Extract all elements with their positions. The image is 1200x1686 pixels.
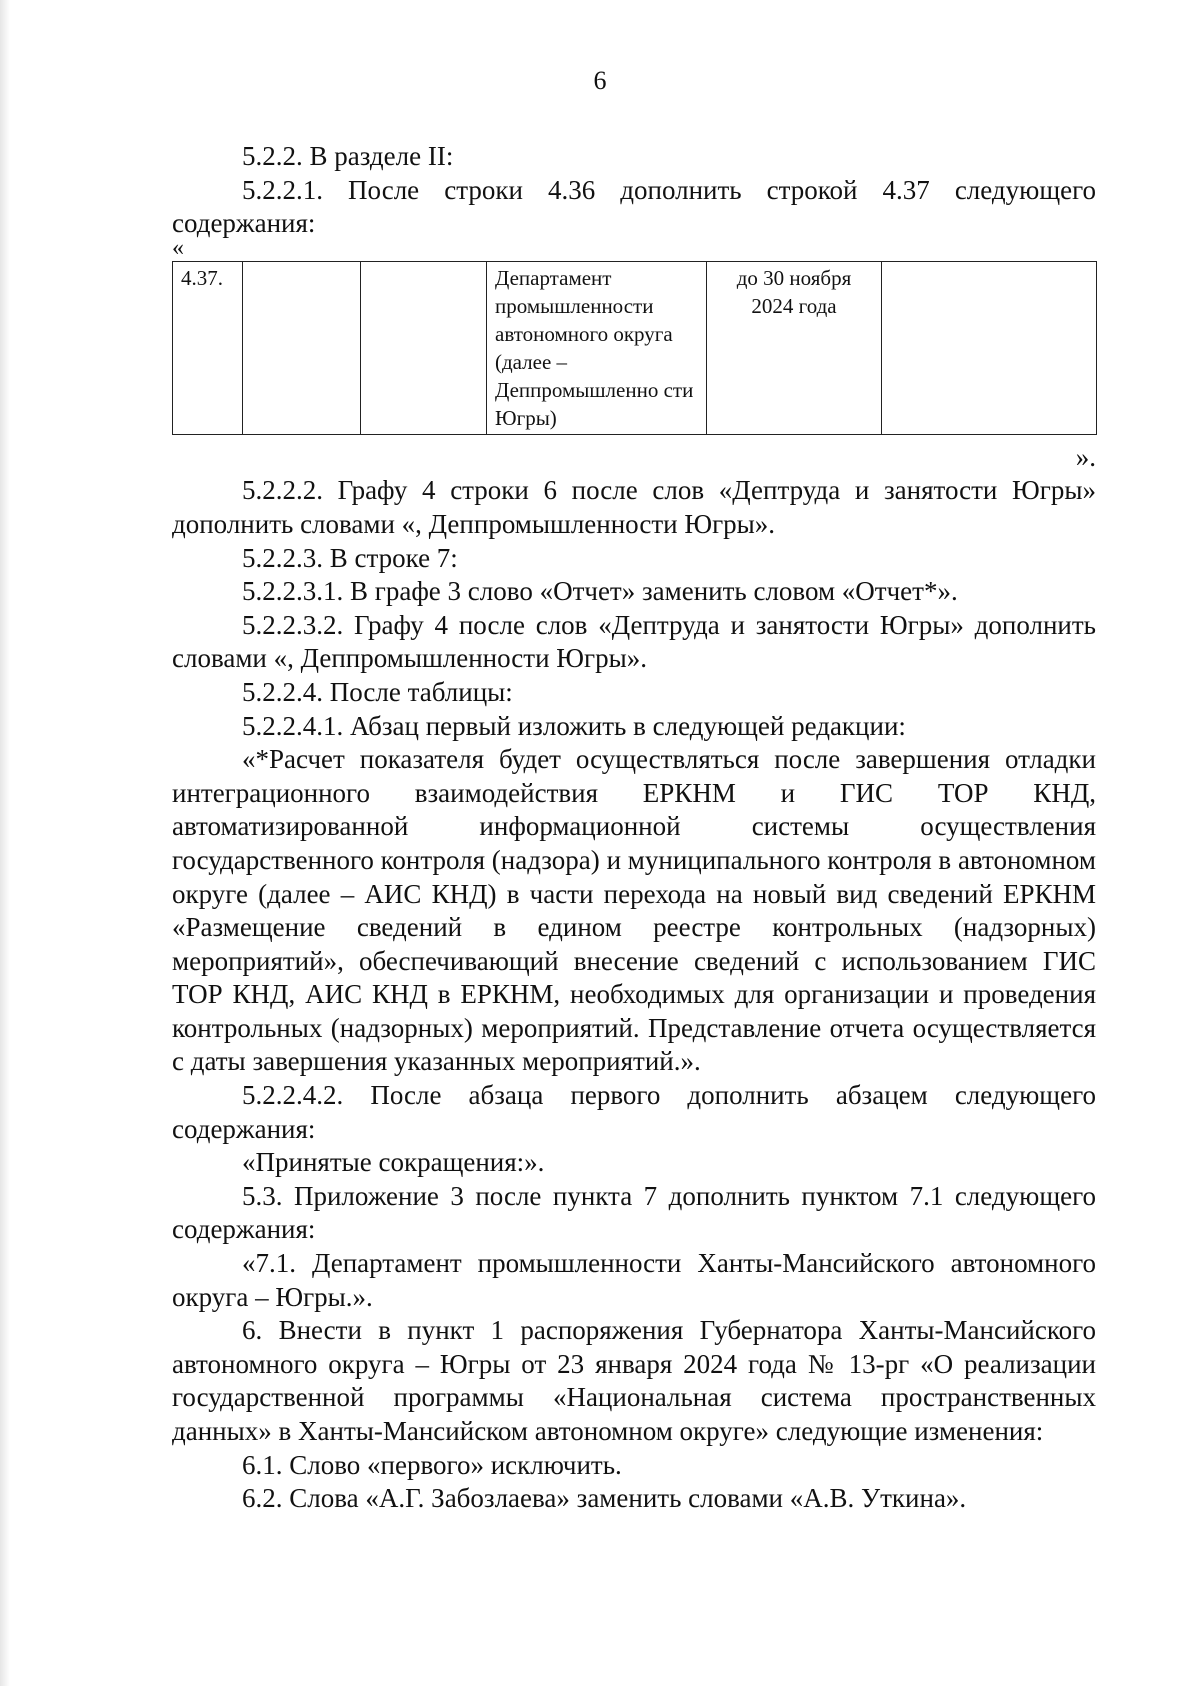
paragraph-5-2-2-4: 5.2.2.4. После таблицы: bbox=[242, 676, 513, 707]
page-number: 6 bbox=[593, 66, 607, 95]
paragraph-6: 6. Внести в пункт 1 распоряжения Губернатора Ханты-Мансийского автономного округа – Югры от 23 января 2024 года № 13-рг «О реализации государственной программы «Национальная система пространственных данных» в Ханты-Мансийском автономном округе» следующие изменения: bbox=[172, 1315, 1096, 1446]
paragraph-5-2-2-4-2: 5.2.2.4.2. После абзаца первого дополнить абзацем следующего содержания: bbox=[172, 1080, 1096, 1144]
paragraph-6-1: 6.1. Слово «первого» исключить. bbox=[242, 1449, 622, 1480]
paragraph-5-2-2-2: 5.2.2.2. Графу 4 строки 6 после слов «Дептруда и занятости Югры» дополнить словами «, Деппромышленности Югры». bbox=[172, 475, 1096, 539]
table-cell-empty bbox=[243, 261, 361, 434]
paragraph-5-3: 5.3. Приложение 3 после пункта 7 дополнить пунктом 7.1 следующего содержания: bbox=[172, 1180, 1096, 1245]
paragraph-7-1: «7.1. Департамент промышленности Ханты-Мансийского автономного округа – Югры.». bbox=[172, 1248, 1096, 1312]
paragraph-5-2-2: 5.2.2. В разделе II: bbox=[242, 141, 454, 171]
table-cell-deadline: до 30 ноября 2024 года bbox=[707, 261, 882, 434]
paragraph-5-2-2-3: 5.2.2.3. В строке 7: bbox=[242, 542, 458, 573]
paragraph-abbreviations: «Принятые сокращения:». bbox=[242, 1147, 545, 1178]
scan-edge bbox=[0, 0, 10, 1686]
table-cell-number: 4.37. bbox=[173, 261, 243, 434]
paragraph-quoted-footnote: «*Расчет показателя будет осуществляться после завершения отладки интеграционного взаимодействия ЕРКНМ и ГИС ТОР КНД, автоматизированной информационной системы осуществления государственного контроля (надзора) и муниципального контроля в автономном округе (далее – АИС КНД) в части перехода на новый вид сведений ЕРКНМ «Размещение сведений в едином реестре контрольных (надзорных) мероприятий», обеспечивающий внесение сведений с использованием ГИС ТОР КНД, АИС КНД в ЕРКНМ, необходимых для организации и проведения контрольных (надзорных) мероприятий. Представление отчета осуществляется с даты завершения указанных мероприятий.». bbox=[172, 744, 1096, 1077]
amendment-table bbox=[172, 261, 1097, 435]
paragraph-5-2-2-3-2: 5.2.2.3.2. Графу 4 после слов «Дептруда и занятости Югры» дополнить словами «, Деппромышленности Югры». bbox=[172, 609, 1096, 674]
paragraph-6-2: 6.2. Слова «А.Г. Забозлаева» заменить словами «А.В. Уткина». bbox=[242, 1483, 967, 1514]
paragraph-5-2-2-4-1: 5.2.2.4.1. Абзац первый изложить в следующей редакции: bbox=[242, 710, 906, 741]
document-body bbox=[172, 140, 1096, 1516]
paragraph-5-2-2-1: 5.2.2.1. После строки 4.36 дополнить строкой 4.37 следующего содержания: bbox=[172, 174, 1096, 239]
table-row bbox=[173, 261, 1097, 434]
table-cell-empty bbox=[882, 261, 1097, 434]
paragraph-5-2-2-3-1: 5.2.2.3.1. В графе 3 слово «Отчет» заменить словом «Отчет*». bbox=[242, 576, 958, 607]
table-cell-empty bbox=[361, 261, 487, 434]
table-cell-responsible: Департамент промышленности автономного округа (далее – Деппромышленно сти Югры) bbox=[487, 261, 707, 434]
table-quote-close: ». bbox=[1075, 441, 1096, 472]
table-quote-open: « bbox=[172, 234, 184, 261]
